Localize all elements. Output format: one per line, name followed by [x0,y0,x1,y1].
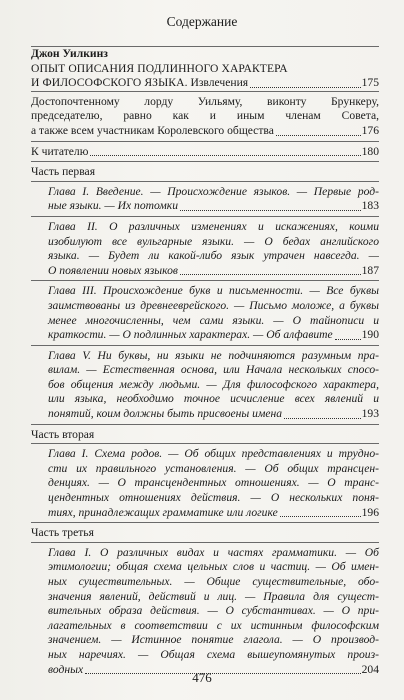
entry-line: значения явлений, действий и лиц. — Правила для сущест- [48,589,379,603]
chapter-entry [31,280,379,344]
entry-line: ных существительных. — Общие существительные, обо- [48,575,379,588]
work-title [31,62,379,91]
page-ref: 187 [361,263,379,277]
leader-dots [250,86,360,88]
part-heading: Часть третья [31,523,379,543]
toc-line [48,264,379,279]
entry-line: Достопочтенному лорду Уильяму, виконту Брункеру, [31,94,379,108]
chapter-entry [31,543,379,679]
leader-dots [180,209,361,211]
toc-entry [31,92,379,141]
entry-last-line: краткости. — О подлинных характерах. — Об алфавите [48,328,333,342]
part-one [31,161,379,424]
page-header: Содержание [166,14,238,29]
entry-line: Глава I. О различных видах и частях грамматики. — Об [48,545,379,559]
leader-dots [90,154,360,156]
page-ref: 183 [361,199,379,213]
chapter-entry [31,345,379,424]
entry-line: Глава I. Введение. — Происхождение языков. — Первые род- [48,184,379,198]
toc-line [48,506,379,521]
chapter-entry [31,182,379,216]
page-ref: 180 [361,144,379,158]
work-block [31,46,379,91]
entry-last-line: К читателю [31,144,89,158]
page-ref: 193 [361,407,379,421]
entry-line: бов общения между людьми. — Для философского характера, [48,377,379,391]
entry-line: изобилуют все вульгарные языки. — О бедах английского [48,234,379,248]
entry-last-line: тиях, принадлежащих грамматике или логике [48,505,278,519]
part-three [31,522,379,679]
entry-line: председателю, равно как и иным членам Совета, [31,109,379,123]
entry-line: сти их правильного установления. — Об общих трансцен- [48,461,379,475]
entry-line: или языка, необходимо точное исчисление всех явлений и [48,392,379,406]
entry-line: лагательных в соответствии с их истинным философским [48,618,379,632]
toc-line [31,76,379,91]
entry-last-line: понятий, коим должны быть присвоены имена [48,407,283,421]
toc-entry [31,141,379,162]
chapter-entry [31,216,379,280]
entry-line: Глава II. О различных изменениях и искажениях, коими [48,219,379,233]
entry-line: менее многочисленны, чем сами языки. — О тайнописи и [48,313,379,327]
author-name: Джон Уилкинз [31,47,108,60]
toc-line [48,407,379,422]
entry-line: вилам. — Естественная основа, или Начала нескольких спосо- [48,363,379,377]
page-ref: 204 [361,662,379,676]
leader-dots [280,515,361,517]
work-title-line: ОПЫТ ОПИСАНИЯ ПОДЛИННОГО ХАРАКТЕРА [31,61,288,75]
entry-last-line: О появлении новых языков [48,263,178,277]
entry-line: заимствованы из древнееврейского. — Письмо моложе, а буквы [48,298,379,312]
entry-line: вительных образа действия. — О субстантивах. — О при- [48,604,379,618]
entry-last-line: а также всем участникам Королевского общества [31,123,274,137]
leader-dots [180,273,361,275]
entry-line: денциях. — О трансцендентных отношениях. — О транс- [48,476,379,490]
work-title-line: И ФИЛОСОФСКОГО ЯЗЫКА. [31,76,188,90]
leader-dots [276,134,361,136]
toc [31,46,379,679]
entry-line: этимологии; общая схема цельных слов и частиц. — Об имен- [48,560,379,574]
page-ref: 196 [361,505,379,519]
entry-line: Глава V. Ни буквы, ни языки не подчиняются разумным пра- [48,348,379,362]
page-ref: 176 [361,123,379,137]
page-ref: 190 [361,328,379,342]
toc-line [31,145,379,160]
part-heading: Часть вторая [31,425,379,445]
entry-last-line: ные языки. — Их потомки [48,199,178,213]
entry-line: цендентных отношениях действия. — О нескольких поня- [48,491,379,505]
entry-last-line: водных [48,662,84,676]
leader-dots [284,417,361,419]
entry-line: языка. — Будет ли какой-либо язык утрачен навсегда. — [48,249,379,263]
page-ref: 175 [361,76,379,90]
entry-line: Глава III. Происхождение букв и письменности. — Все буквы [48,284,379,298]
part-heading: Часть первая [31,162,379,182]
chapter-entry [31,444,379,522]
entry-line: Глава I. Схема родов. — Об общих представлениях и трудно- [48,447,379,461]
leader-dots [335,338,361,340]
work-title-suffix: Извлечения [190,76,249,90]
page-number: 476 [192,670,212,685]
toc-line [48,199,379,214]
entry-line: значением. — Истинное понятие глагола. — О производ- [48,633,379,647]
toc-line [48,328,379,343]
front-matter [31,91,379,161]
part-two [31,424,379,523]
toc-line [31,124,379,139]
entry-line: ных наречиях. — Общая схема вышеупомянутых произ- [48,647,379,661]
